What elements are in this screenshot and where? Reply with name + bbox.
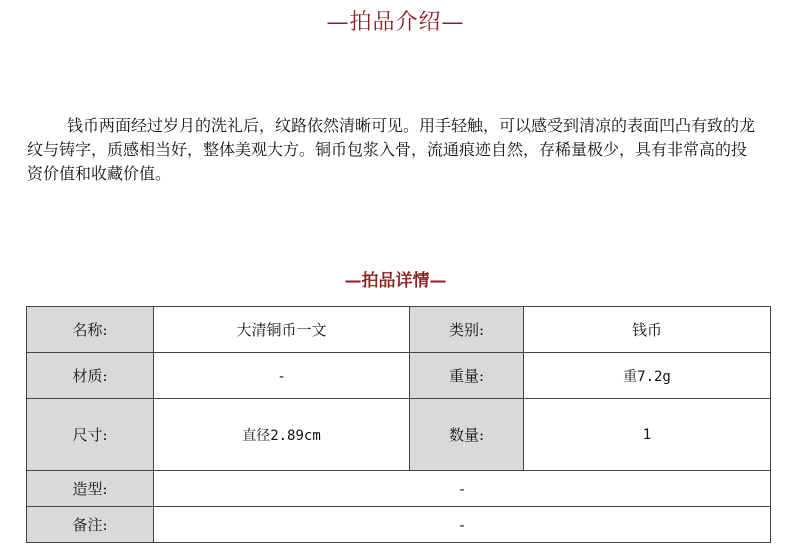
table-row	[27, 507, 771, 543]
shape-label: 造型:	[27, 471, 154, 507]
quantity-value: 1	[524, 399, 771, 471]
weight-label: 重量:	[410, 353, 524, 399]
weight-value: 重7.2g	[524, 353, 771, 399]
quantity-label: 数量:	[410, 399, 524, 471]
size-value: 直径2.89cm	[154, 399, 410, 471]
remarks-value: -	[154, 507, 771, 543]
material-value: -	[154, 353, 410, 399]
shape-value: -	[154, 471, 771, 507]
intro-section-title: —拍品介绍—	[326, 10, 465, 35]
category-label: 类别:	[410, 307, 524, 353]
name-label: 名称:	[27, 307, 154, 353]
table-row	[27, 307, 771, 353]
size-label: 尺寸:	[27, 399, 154, 471]
details-table	[26, 306, 771, 543]
remarks-label: 备注:	[27, 507, 154, 543]
intro-paragraph: 钱币两面经过岁月的洗礼后，纹路依然清晰可见。用手轻触，可以感受到清凉的表面凹凸有致的龙纹与铸字，质感相当好，整体美观大方。铜币包浆入骨，流通痕迹自然，存稀量极少，具有非常高的投资价值和收藏价值。	[27, 116, 756, 183]
details-section-title: —拍品详情—	[344, 271, 447, 291]
category-value: 钱币	[524, 307, 771, 353]
material-label: 材质:	[27, 353, 154, 399]
name-value: 大清铜币一文	[154, 307, 410, 353]
table-row	[27, 471, 771, 507]
table-row	[27, 353, 771, 399]
table-row	[27, 399, 771, 471]
